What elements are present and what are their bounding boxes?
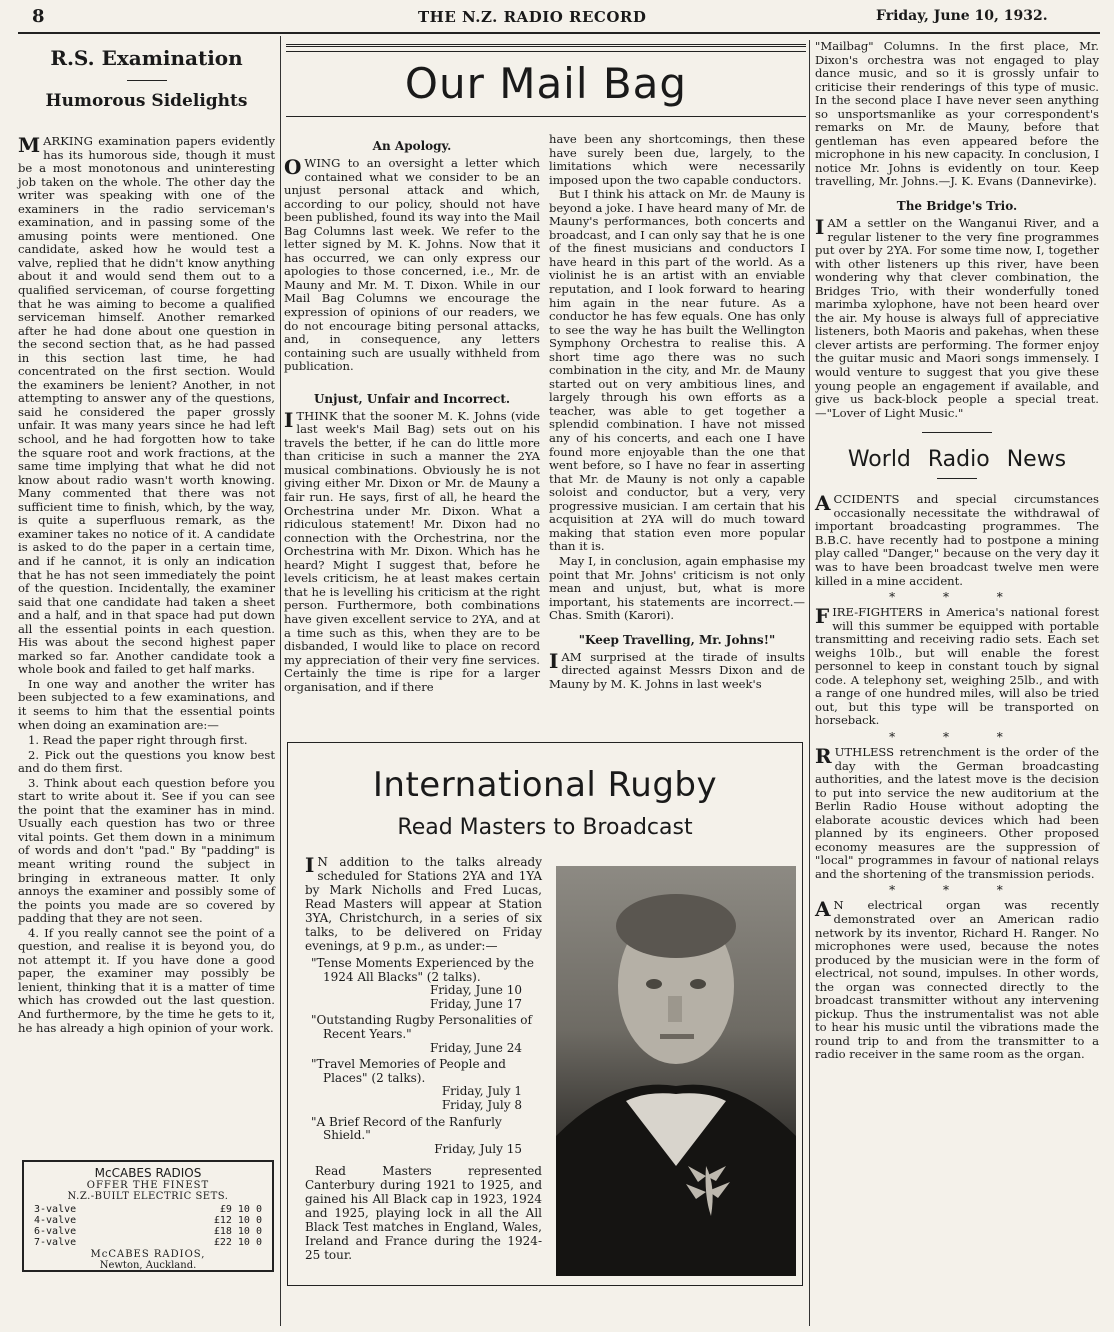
mailbag-title: Our Mail Bag [404, 59, 688, 108]
column-divider [280, 36, 281, 1326]
mailbag-column [815, 40, 1099, 1063]
drop-cap: A [815, 897, 831, 922]
article-subtitle: Humorous Sidelights [45, 91, 248, 111]
header-rule-top [286, 51, 806, 52]
ad-price-row: 4-valve £12 10 0 [34, 1215, 262, 1226]
letter-body: OWING to an oversight a letter which contained what we consider to be an unjust personal attack and which, according to our policy, should not have been published, found its way into the Mail Bag Columns last week. We refer to the letter signed by M. K. Johns. Now that it has occurred, we can only express our apologies to those concerned, i.e., Mr. de Mauny and Mr. M. T. Dixon. While in our Mail Bag Columns we encourage the expression of opinions of our readers, we do not encourage biting personal attacks, and, in consequence, any letters containing such are usually withheld from publication. [284, 155, 540, 374]
ad-footer: McCABES RADIOS, [90, 1249, 206, 1260]
ad-price-row: 6-valve £18 10 0 [34, 1226, 262, 1237]
rugby-outro: Read Masters represented Canterbury during 1921 to 1925, and gained his All Black cap in 1923, 1924 and 1925, playing lock in all the All Black Test matches in England, Wales, Ireland and France during the 1924-25 tour. [305, 1164, 542, 1263]
page-number: 8 [32, 6, 45, 27]
drop-cap: I [284, 407, 294, 432]
ad-footer: Newton, Auckland. [99, 1260, 197, 1271]
read-masters-photo [556, 866, 796, 1276]
news-item: FIRE-FIGHTERS in America's national forest will this summer be equipped with portable transmitting and receiving radio sets. Each set weighs 10lb., but will enable the forest personnel to keep in constant touch by signal code. A telephony set, weighing 25lb., and with a range of one hundred miles, will also be tried out, but this type will be transported on horseback. [815, 604, 1099, 728]
talk-item: "Tense Moments Experienced by the 1924 All Blacks" (2 talks). Friday, June 10 Friday, June 17 [311, 956, 534, 1011]
news-item: RUTHLESS retrenchment is the order of the day with the German broadcasting authorities, and the latest move is the decision to put into service the new auditorium at the Berlin Radio House without adopting the elaborate acoustic devices which had been planned by its engineers. Other proposed economy measures are the suppression of "local" programmes in favour of national relays and the shortening of the transmission periods. [815, 743, 1099, 881]
drop-cap: M [18, 133, 41, 157]
paragraph: In one way and another the writer has been subjected to a few examinations, and it seems to him that the essential points when doing an examination are:— [18, 676, 275, 732]
portrait-illustration [556, 866, 796, 1276]
talk-item: "A Brief Record of the Ranfurly Shield." Friday, July 15 [311, 1114, 522, 1156]
title-rule [127, 80, 167, 81]
drop-cap: I [549, 648, 559, 673]
tip-item: 4. If you really cannot see the point of a question, and realise it is beyond you, do not attempt it. If you have done a good paper, the examiner may possibly be lenient, thinking that it is a matter of time which has crowded out the last question. And furthermore, by the time he gets to it, he has already a high opinion of your work. [18, 925, 275, 1035]
talk-item: "Outstanding Rugby Personalities of Recent Years." Friday, June 24 [311, 1013, 532, 1055]
tip-item: 1. Read the paper right through first. [28, 733, 248, 748]
mailbag-column [284, 133, 540, 695]
rugby-text: I N addition to the talks already scheduled for Stations 2YA and 1YA by Mark Nicholls and Fred Lucas, Read Masters will appear at Station 3YA, Christchurch, in a series of six talks, to be delivered on Friday evenings, at 9 p.m., as under:— "Tense Moments Experienced by the 1924 All Blacks" (2 talks). Friday, June 10 Friday, June 17 "Outstanding Rugby Personalities of Recent Years." Friday, June 24 "Travel Memories of People and Places" (2 talks). Friday, July 1 Friday, July 8 "A Brief Record of the Ranfurly Shield." Friday, July 15 Read Masters represented Canterbury during 1921 to 1925, and gained his All Black cap in 1923, 1924 and 1925, playing lock in all the All Black Test matches in England, Wales, Ireland and France during the 1924-25 tour. [305, 853, 542, 1263]
mccabes-advertisement [22, 1160, 274, 1272]
news-item: ACCIDENTS and special circumstances occasionally necessitate the withdrawal of important broadcasting programmes. The B.B.C. have recently had to postpone a mining play called "Danger," because on the very day it was to have been broadcast twelve men were killed in a mine accident. [815, 491, 1099, 588]
separator-stars: * * * [889, 729, 1025, 744]
tips-list [18, 734, 275, 1035]
ad-name: McCABES RADIOS [94, 1166, 202, 1180]
header-rule-top [286, 44, 806, 47]
mailbag-header [286, 44, 806, 117]
letter-heading: "Keep Travelling, Mr. Johns!" [578, 632, 776, 647]
publication-title: THE N.Z. RADIO RECORD [418, 8, 647, 26]
drop-cap: R [815, 743, 832, 768]
ad-price-row: 3-valve £9 10 0 [34, 1204, 262, 1215]
article-body: MARKING examination papers evidently has its humorous side, though it must be a most monotonous and uninteresting job taken on the whole. The other day the writer was speaking with one of the examiners in the radio serviceman's examination, and in passing some of the amusing points were mentioned. One candidate, asked how he would test a valve, replied that he didn't know anything about it and would send them out to a qualified serviceman, of course forgetting that he was aiming to become a qualified serviceman himself. Another remarked after he had done about one question in the second section that, as he had passed in this section last time, he had concentrated on the first section. Would the examiners be lenient? Another, in not attempting to answer any of the questions, said he considered the paper grossly unfair. It was many years since he had left school, and he had forgotten how to take the square root and work fractions, at the same time implying that what he did not know about radio wasn't worth knowing. Many commented that there was not sufficient time to finish, which, by the way, is quite a superfluous remark, as the examiner takes no notice of it. A candidate is asked to do the paper in a certain time, and if he cannot, it is only an indication that he has not seen immediately the point of the question. Incidentally, the examiner said that one candidate had taken a sheet and a half, and in that space had put down all the essential points in each question. His was about the second highest paper marked so far. Another candidate took a whole book and failed to get half marks. In one way and another the writer has been subjected to a few examinations, and it seems to him that the essential points when doing an examination are:— [18, 133, 275, 732]
tip-item: 2. Pick out the questions you know best and do them first. [18, 747, 275, 776]
letter-body: ITHINK that the sooner M. K. Johns (vide last week's Mail Bag) sets out on his travels the better, if he can do little more than criticise in such a manner the 2YA musical combinations. Obviously he is not giving either Mr. Dixon or Mr. de Mauny a fair run. He says, first of all, he heard the Orchestrina under Mr. Dixon. What a ridiculous statement! Mr. Dixon had no connection with the Orchestrina, nor the Orchestrina with Mr. Dixon. Which has he heard? Might I suggest that, before he levels criticism, he at least makes certain that he is levelling his criticism at the right person. Furthermore, both combinations have given excellent service to 2YA, and at a time such as this, when they are to be disbanded, I would like to place on record my appreciation of their very fine services. Certainly the time is ripe for a larger organisation, and if there [284, 407, 540, 694]
drop-cap: O [284, 155, 302, 179]
letter-body: have been any shortcomings, then these have surely been due, largely, to the limitations which were necessarily imposed upon the two capable conductors. But I think his attack on Mr. de Mauny is beyond a joke. I have heard many of Mr. de Mauny's performances, both concerts and broadcast, and I can only say that he is one of the finest musicians and conductors I have heard in this part of the world. As a violinist he is an artist with an enviable reputation, and I look forward to hearing him again in the near future. As a conductor he has few equals. One has only to see the way he has built the Wellington Symphony Orchestra to realise this. A short time ago there was no such combination in the city, and Mr. de Mauny started out on very ambitious lines, and largely through his own efforts as a teacher, was able to get together a splendid combination. I have not missed any of his concerts, and each one I have found more enjoyable than the one that went before, so I have no fear in asserting that Mr. de Mauny is not only a capable soloist and conductor, but a very, very progressive musician. I am certain that his acquisition at 2YA will do much toward making that station even more popular than it is. May I, in conclusion, again emphasise my point that Mr. Johns' criticism is not only mean and unjust, but, what is more important, his statements are incorrect.—Chas. Smith (Karori). [549, 132, 805, 623]
letter-body: IAM surprised at the tirade of insults directed against Messrs Dixon and de Mauny by M. K. Johns in last week's [549, 648, 805, 691]
section-rule [937, 478, 977, 479]
article-title: R.S. Examination [50, 46, 243, 70]
letter-heading: Unjust, Unfair and Incorrect. [313, 391, 511, 406]
drop-cap: F [815, 604, 830, 629]
separator-stars: * * * [889, 883, 1025, 898]
rugby-subtitle: Read Masters to Broadcast [397, 815, 693, 840]
talk-list [305, 957, 542, 1156]
letter-heading: An Apology. [372, 139, 452, 153]
drop-cap: I [305, 853, 315, 877]
article-rs-examination [18, 40, 275, 1036]
news-item: A N electrical organ was recently demonstrated over an American radio network by its inventor, Richard H. Ranger. No microphones were used, because the notes produced by the musician were in the form of electrical, not sound, impulses. In other words, the organ was connected directly to the broadcast transmitter without any intervening pickup. Thus the instrumentalist was not able to hear his music until the vibrations made the round trip to and from the transmitter to a radio receiver in the same room as the organ. [815, 897, 1099, 1062]
drop-cap: A [815, 491, 831, 516]
section-rule [922, 432, 992, 433]
world-news-title: World Radio News [847, 447, 1067, 473]
drop-cap: I [815, 215, 825, 240]
column-divider [809, 40, 810, 1326]
issue-date: Friday, June 10, 1932. [876, 8, 1048, 24]
tip-item: 3. Think about each question before you start to write about it. See if you can see the point that the examiner has in mind. Usually each question has two or three vital points. Get them down in a minimum of words and don't "pad." By "padding" is meant writing round the subject in bringing in extraneous matter. It only annoys the examiner and possibly some of the points you made are so covered by padding that they are not seen. [18, 775, 275, 926]
ad-price-row: 7-valve £22 10 0 [34, 1237, 262, 1248]
letter-heading: The Bridge's Trio. [896, 199, 1018, 214]
rugby-box [287, 742, 803, 1286]
rugby-title: International Rugby [372, 765, 718, 805]
letter-body: IAM a settler on the Wanganui River, and a regular listener to the very fine programmes put over by 2YA. For some time now, I, together with other listeners up this river, have been wondering why that clever combination, the Bridges Trio, with their wonderfully toned marimba xylophone, have not been heard over the air. My house is always full of appreciative listeners, both Maoris and pakehas, when these clever artists are performing. The former enjoy the guitar music and Maori songs immensely. I would venture to suggest that you give these young people an engagement if available, and give us back-block people a special treat.—"Lover of Light Music." [815, 215, 1099, 420]
masthead-rule [18, 32, 1100, 34]
ad-line: OFFER THE FINEST [86, 1180, 210, 1191]
letter-body: "Mailbag" Columns. In the first place, Mr. Dixon's orchestra was not engaged to play dance music, and so it is grossly unfair to criticise their renderings of this type of music. In the second place I have never seen anything so unsportsmanlike as your correspondent's remarks on Mr. de Mauny, before that gentleman has even appeared before the microphone in his new capacity. In conclusion, I notice Mr. Johns is evidently on tour. Keep travelling, Mr. Johns.—J. K. Evans (Dannevirke). [815, 39, 1099, 189]
ad-line: N.Z.-BUILT ELECTRIC SETS. [67, 1191, 229, 1202]
separator-stars: * * * [889, 590, 1025, 605]
mailbag-column [549, 133, 805, 692]
talk-item: "Travel Memories of People and Places" (2 talks). Friday, July 1 Friday, July 8 [311, 1057, 522, 1112]
header-rule-bottom [286, 116, 806, 117]
